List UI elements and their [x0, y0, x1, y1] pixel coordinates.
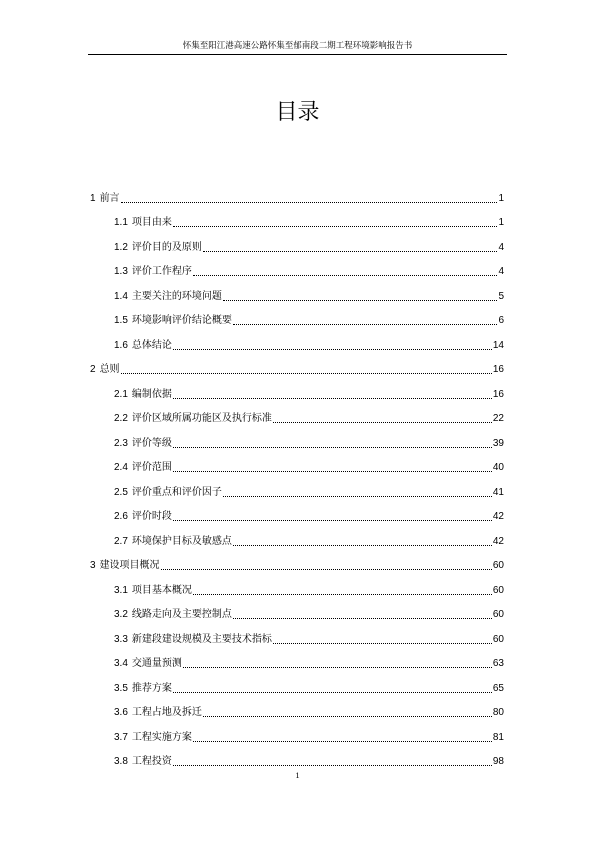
toc-entry[interactable] — [88, 402, 504, 427]
toc-entry[interactable] — [88, 451, 504, 476]
toc-entry-number: 2.3 — [114, 437, 128, 449]
toc-entry[interactable] — [88, 720, 504, 745]
toc-entry-number: 1 — [90, 192, 96, 204]
toc-entry[interactable] — [88, 377, 504, 402]
toc-entry-number: 2.2 — [114, 413, 128, 424]
toc-dot-leader — [173, 397, 492, 399]
running-header: 怀集至阳江港高速公路怀集至郁南段二期工程环境影响报告书 — [88, 38, 507, 55]
toc-dot-leader — [273, 642, 492, 644]
toc-entry[interactable] — [88, 426, 504, 451]
toc-entry-page: 60 — [492, 609, 504, 620]
toc-entry[interactable] — [88, 304, 504, 329]
toc-entry-page: 22 — [492, 413, 504, 424]
toc-entry-page: 5 — [498, 290, 504, 302]
toc-entry-page: 41 — [492, 486, 504, 498]
toc-entry-number: 1.3 — [114, 266, 128, 277]
toc-entry-label: 评价等级 — [131, 437, 172, 449]
toc-entry-number: 2.4 — [114, 462, 128, 473]
toc-entry-page: 60 — [492, 584, 504, 596]
toc-entry-page: 16 — [492, 388, 504, 400]
toc-dot-leader — [223, 495, 492, 497]
toc-entry-number: 1.2 — [114, 241, 128, 253]
toc-dot-leader — [173, 764, 492, 766]
toc-dot-leader — [173, 470, 492, 472]
toc-entry-page: 98 — [492, 756, 504, 767]
toc-entry-number: 3.1 — [114, 584, 128, 596]
toc-entry-label: 工程投资 — [131, 756, 172, 767]
toc-entry-label: 前言 — [99, 192, 120, 204]
toc-entry-label: 环境保护目标及敏感点 — [131, 535, 232, 547]
toc-entry-number: 1.6 — [114, 339, 128, 351]
toc-entry-label: 编制依据 — [131, 388, 172, 400]
toc-entry[interactable] — [88, 573, 504, 598]
toc-entry[interactable] — [88, 206, 504, 231]
toc-dot-leader — [183, 666, 492, 668]
toc-entry-label: 评价工作程序 — [131, 266, 192, 277]
toc-entry[interactable] — [88, 524, 504, 549]
toc-entry-label: 交通量预测 — [131, 658, 182, 669]
toc-dot-leader — [193, 274, 498, 276]
toc-entry-label: 评价时段 — [131, 511, 172, 522]
toc-entry-page: 14 — [492, 339, 504, 351]
toc-dot-leader — [193, 593, 492, 595]
toc-entry-number: 2.5 — [114, 486, 128, 498]
toc-entry-page: 1 — [498, 192, 504, 204]
toc-entry-number: 1.4 — [114, 290, 128, 302]
toc-entry-label: 评价目的及原则 — [131, 241, 202, 253]
toc-dot-leader — [161, 568, 492, 570]
toc-entry-number: 3.8 — [114, 756, 128, 767]
table-of-contents — [88, 181, 504, 769]
toc-entry-page: 42 — [492, 535, 504, 547]
toc-entry-page: 65 — [492, 682, 504, 694]
toc-entry-label: 推荐方案 — [131, 682, 172, 694]
toc-entry-number: 1.5 — [114, 315, 128, 326]
toc-entry-label: 新建段建设规模及主要技术指标 — [131, 633, 272, 645]
toc-entry[interactable] — [88, 745, 504, 770]
toc-entry-number: 1.1 — [114, 217, 128, 228]
toc-entry-page: 80 — [492, 707, 504, 718]
toc-dot-leader — [233, 323, 498, 325]
toc-entry-number: 3.7 — [114, 731, 128, 743]
toc-dot-leader — [273, 421, 492, 423]
toc-entry-label: 评价重点和评价因子 — [131, 486, 222, 498]
toc-entry-number: 2.1 — [114, 388, 128, 400]
page-number: 1 — [295, 770, 300, 780]
toc-entry-number: 2 — [90, 364, 96, 375]
toc-entry-label: 工程占地及拆迁 — [131, 707, 202, 718]
toc-entry-number: 3.2 — [114, 609, 128, 620]
toc-entry-page: 81 — [492, 731, 504, 743]
toc-entry-label: 工程实施方案 — [131, 731, 192, 743]
toc-dot-leader — [203, 250, 498, 252]
toc-dot-leader — [173, 225, 498, 227]
toc-entry[interactable] — [88, 255, 504, 280]
toc-entry[interactable] — [88, 181, 504, 206]
toc-entry-page: 16 — [492, 364, 504, 375]
toc-entry-label: 项目基本概况 — [131, 584, 192, 596]
toc-entry[interactable] — [88, 696, 504, 721]
toc-entry-number: 2.7 — [114, 535, 128, 547]
toc-dot-leader — [203, 715, 492, 717]
toc-entry-page: 4 — [498, 241, 504, 253]
toc-entry[interactable] — [88, 500, 504, 525]
toc-entry[interactable] — [88, 622, 504, 647]
toc-entry-label: 评价区域所属功能区及执行标准 — [131, 413, 272, 424]
toc-entry-page: 63 — [492, 658, 504, 669]
toc-entry[interactable] — [88, 647, 504, 672]
toc-entry[interactable] — [88, 598, 504, 623]
toc-entry[interactable] — [88, 328, 504, 353]
toc-entry-page: 1 — [498, 217, 504, 228]
toc-entry-number: 3.5 — [114, 682, 128, 694]
toc-entry-label: 建设项目概况 — [99, 560, 160, 571]
toc-dot-leader — [173, 519, 492, 521]
toc-entry-number: 2.6 — [114, 511, 128, 522]
toc-entry-label: 线路走向及主要控制点 — [131, 609, 232, 620]
toc-entry[interactable] — [88, 475, 504, 500]
toc-entry-page: 42 — [492, 511, 504, 522]
toc-entry-label: 总体结论 — [131, 339, 172, 351]
page-title: 目录 — [275, 100, 320, 125]
toc-entry[interactable] — [88, 353, 504, 378]
toc-entry-page: 39 — [492, 437, 504, 449]
toc-dot-leader — [121, 372, 492, 374]
toc-entry-page: 60 — [492, 633, 504, 645]
toc-dot-leader — [173, 348, 492, 350]
toc-entry-page: 40 — [492, 462, 504, 473]
toc-entry-label: 总则 — [99, 364, 120, 375]
toc-dot-leader — [193, 740, 492, 742]
toc-entry-page: 4 — [498, 266, 504, 277]
toc-dot-leader — [233, 544, 492, 546]
toc-entry-label: 项目由来 — [131, 217, 172, 228]
toc-dot-leader — [173, 446, 492, 448]
toc-entry-label: 评价范围 — [131, 462, 172, 473]
toc-entry-number: 3.3 — [114, 633, 128, 645]
toc-entry-label: 主要关注的环境问题 — [131, 290, 222, 302]
toc-entry-number: 3 — [90, 560, 96, 571]
toc-entry-page: 6 — [498, 315, 504, 326]
toc-entry-number: 3.4 — [114, 658, 128, 669]
toc-entry-page: 60 — [492, 560, 504, 571]
toc-dot-leader — [173, 691, 492, 693]
toc-entry[interactable] — [88, 671, 504, 696]
toc-dot-leader — [233, 617, 492, 619]
toc-entry[interactable] — [88, 230, 504, 255]
toc-entry[interactable] — [88, 549, 504, 574]
toc-dot-leader — [223, 299, 498, 301]
toc-entry-label: 环境影响评价结论概要 — [131, 315, 232, 326]
toc-entry-number: 3.6 — [114, 707, 128, 718]
toc-entry[interactable] — [88, 279, 504, 304]
toc-dot-leader — [121, 201, 498, 203]
